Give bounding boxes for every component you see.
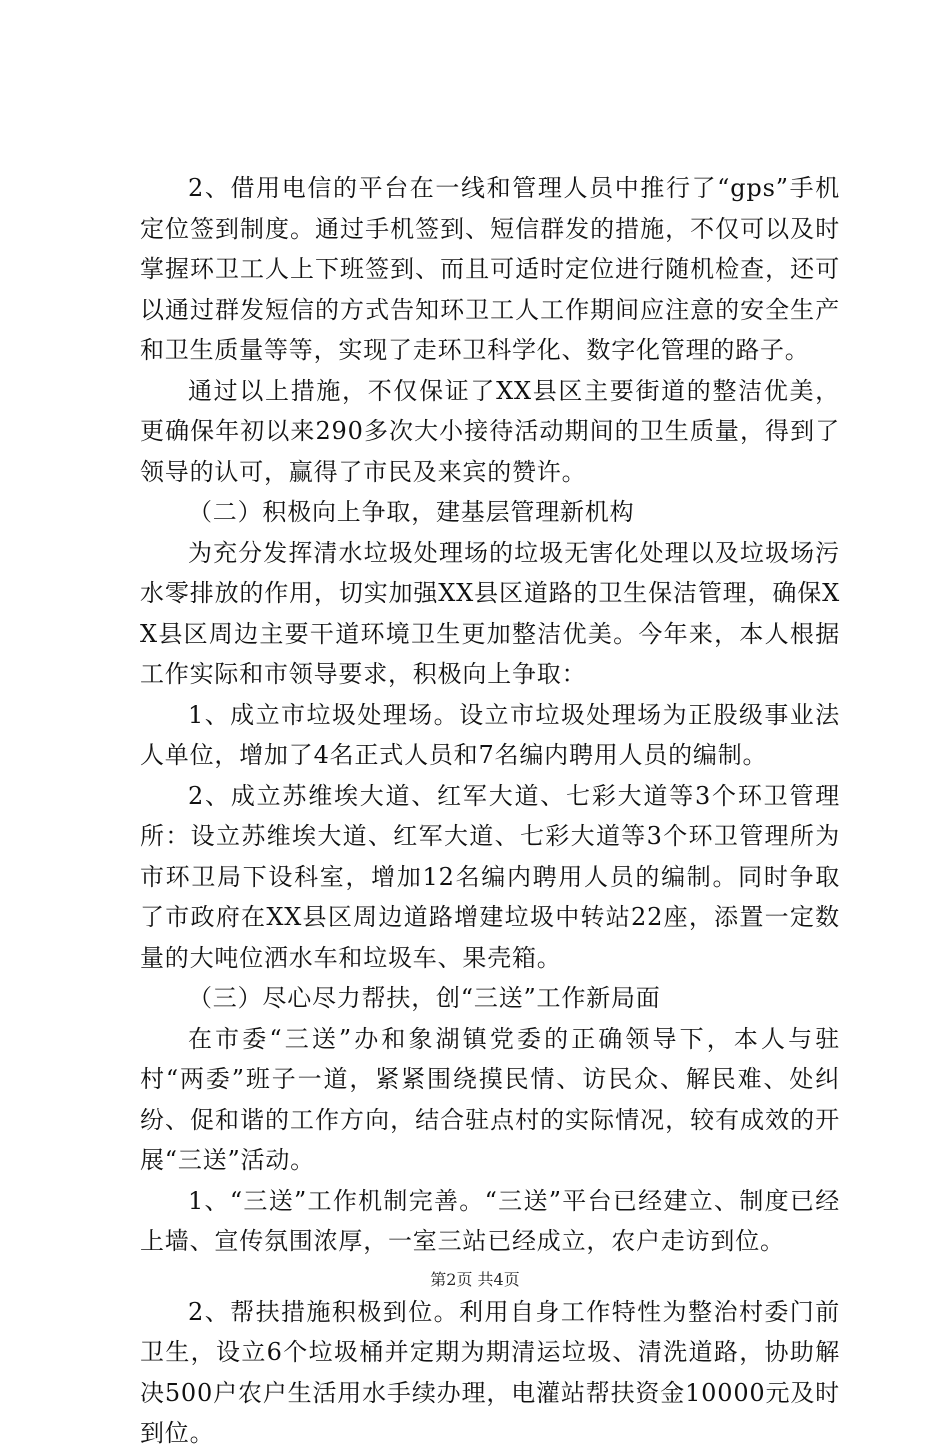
section-heading-three: （三）尽心尽力帮扶，创“三送”工作新局面 — [188, 984, 661, 1012]
document-body — [140, 168, 840, 1454]
paragraph-garbage-plant-intro: 为充分发挥清水垃圾处理场的垃圾无害化处理以及垃圾场污水零排放的作用，切实加强XX县区道路的卫生保洁管理，确保XX县区周边主要干道环境卫生更加整洁优美。今年来，本人根据工作实际和市领导要求，积极向上争取： — [140, 538, 840, 688]
paragraph-garbage-plant-established: 1、成立市垃圾处理场。设立市垃圾处理场为正股级事业法人单位，增加了4名正式人员和7名编内聘用人员的编制。 — [140, 700, 840, 769]
page-number-footer: 第2页 共4页 — [430, 1270, 520, 1289]
paragraph-measures-result: 通过以上措施，不仅保证了XX县区主要街道的整洁优美，更确保年初以来290多次大小接待活动期间的卫生质量，得到了领导的认可，赢得了市民及来宾的赞许。 — [140, 376, 840, 486]
paragraph-three-send-mechanism: 1、“三送”工作机制完善。“三送”平台已经建立、制度已经上墙、宣传氛围浓厚，一室三站已经成立，农户走访到位。 — [140, 1186, 840, 1255]
paragraph-gps-signin: 2、借用电信的平台在一线和管理人员中推行了“gps”手机定位签到制度。通过手机签到、短信群发的措施，不仅可以及时掌握环卫工人上下班签到、而且可适时定位进行随机检查，还可以通过群发短信的方式告知环卫工人工作期间应注意的安全生产和卫生质量等等，实现了走环卫科学化、数字化管理的路子。 — [140, 174, 840, 364]
paragraph-sanitation-offices: 2、成立苏维埃大道、红军大道、七彩大道等3个环卫管理所：设立苏维埃大道、红军大道、七彩大道等3个环卫管理所为市环卫局下设科室，增加12名编内聘用人员的编制。同时争取了市政府在XX县区周边道路增建垃圾中转站22座，添置一定数量的大吨位洒水车和垃圾车、果壳箱。 — [140, 781, 840, 972]
paragraph-assistance-measures: 2、帮扶措施积极到位。利用自身工作特性为整治村委门前卫生，设立6个垃圾桶并定期为期清运垃圾、清洗道路，协助解决500户农户生活用水手续办理，电灌站帮扶资金10000元及时到位。 — [140, 1297, 840, 1447]
paragraph-three-send-intro: 在市委“三送”办和象湖镇党委的正确领导下，本人与驻村“两委”班子一道，紧紧围绕摸民情、访民众、解民难、处纠纷、促和谐的工作方向，结合驻点村的实际情况，较有成效的开展“三送”活动。 — [140, 1024, 840, 1174]
section-heading-two: （二）积极向上争取，建基层管理新机构 — [188, 498, 635, 526]
